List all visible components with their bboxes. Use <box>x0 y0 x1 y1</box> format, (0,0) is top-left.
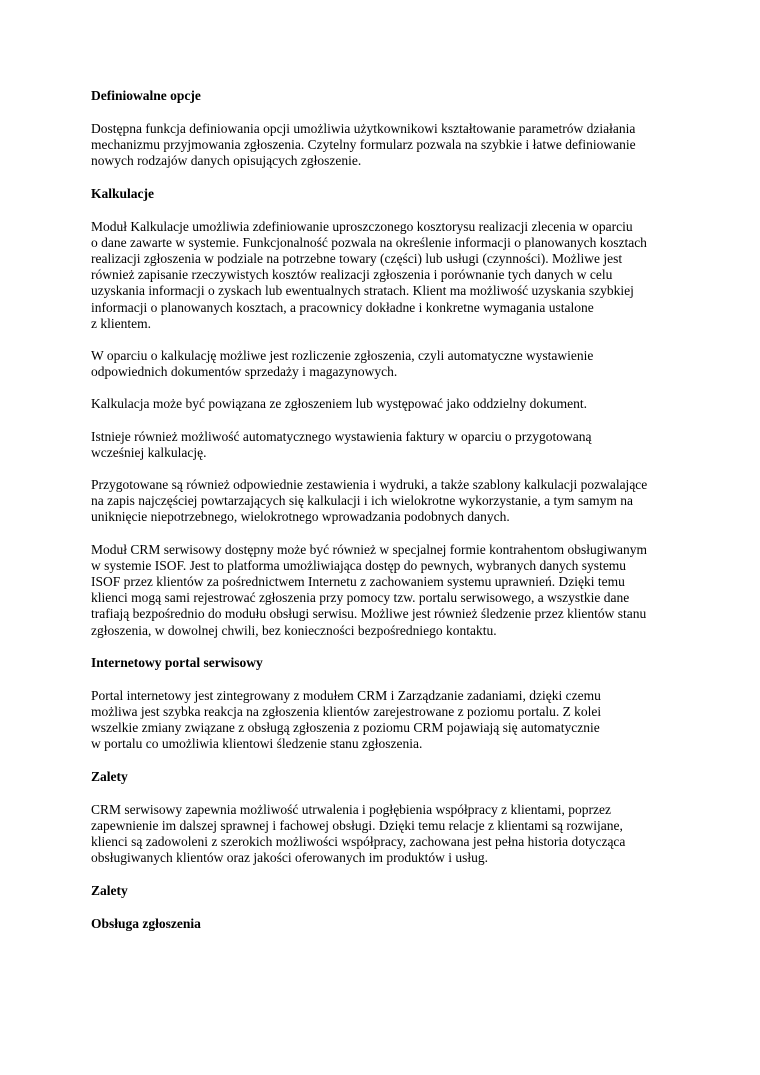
text-line: uzyskania informacji o zyskach lub ewentualnych stratach. Klient ma możliwość uzyskania szybkiej <box>91 283 634 299</box>
text-line: o dane zawarte w systemie. Funkcjonalność pozwala na określenie informacji o planowanych kosztach <box>91 234 647 250</box>
text-line: W oparciu o kalkulację możliwe jest rozliczenie zgłoszenia, czyli automatyczne wystawienie <box>91 348 594 364</box>
text-line: w systemie ISOF. Jest to platforma umożliwiająca dostęp do pewnych, wybranych danych systemu <box>91 557 627 573</box>
paragraph <box>91 396 681 412</box>
section-kalkulacje <box>91 186 681 639</box>
section-internetowy-portal <box>91 655 681 753</box>
text-line: Dostępna funkcja definiowania opcji umożliwia użytkownikowi kształtowanie parametrów działania <box>91 121 636 136</box>
text-line: obsługiwanych klientów oraz jakości oferowanych im produktów i usług. <box>91 850 489 866</box>
section-obsluga-zgloszenia <box>91 916 681 932</box>
text-line: wszelkie zmiany związane z obsługą zgłoszenia z poziomu CRM pojawiają się automatycznie <box>91 720 600 736</box>
document-page <box>91 88 681 949</box>
text-line: zapewnienie im dalszej sprawnej i fachowej obsługi. Dzięki temu relacje z klientami są rozwijane, <box>91 817 623 833</box>
text-line: Istnieje również możliwość automatycznego wystawienia faktury w oparciu o przygotowaną <box>91 428 592 444</box>
paragraph <box>91 219 681 332</box>
text-line: Moduł CRM serwisowy dostępny może być również w specjalnej formie kontrahentom obsługiwanym <box>91 541 648 557</box>
section-definiowalne-opcje <box>91 88 681 170</box>
section-zalety <box>91 769 681 867</box>
text-line: również zapisanie rzeczywistych kosztów realizacji zgłoszenia i porównanie tych danych w celu <box>91 267 613 283</box>
text-line: mechanizmu przyjmowania zgłoszenia. Czytelny formularz pozwala na szybkie i łatwe definiowanie <box>91 137 636 153</box>
text-line: Moduł Kalkulacje umożliwia zdefiniowanie uproszczonego kosztorysu realizacji zlecenia w oparciu <box>91 218 633 234</box>
paragraph <box>91 121 681 170</box>
text-line: Przygotowane są również odpowiednie zestawienia i wydruki, a także szablony kalkulacji pozwalające <box>91 477 648 493</box>
text-line: możliwa jest szybka reakcja na zgłoszenia klientów zarejestrowane z poziomu portalu. Z kolei <box>91 704 602 720</box>
text-line: zgłoszenia, w dowolnej chwili, bez konieczności bezpośredniego kontaktu. <box>91 622 497 638</box>
paragraph <box>91 542 681 639</box>
text-line: CRM serwisowy zapewnia możliwość utrwalenia i pogłębienia współpracy z klientami, poprzez <box>91 801 611 817</box>
text-line: wcześniej kalkulację. <box>91 444 207 460</box>
text-line: trafiają bezpośrednio do modułu obsługi serwisu. Możliwe jest również śledzenie przez klientów stanu <box>91 606 647 622</box>
text-line: nowych rodzajów danych opisujących zgłoszenie. <box>91 153 362 169</box>
text-line: klienci mogą sami rejestrować zgłoszenia przy pomocy tzw. portalu serwisowego, a wszystkie dane <box>91 590 630 606</box>
text-line: Kalkulacja może być powiązana ze zgłoszeniem lub występować jako oddzielny dokument. <box>91 396 587 412</box>
text-line: klienci są zadowoleni z szerokich możliwości współpracy, zachowana jest pełna historia dotycząca <box>91 834 626 850</box>
section-heading: Kalkulacje <box>91 185 154 201</box>
section-zalety-2 <box>91 883 681 899</box>
paragraph <box>91 802 681 867</box>
section-heading: Definiowalne opcje <box>91 88 201 103</box>
text-line: uniknięcie niepotrzebnego, wielokrotnego wprowadzania podobnych danych. <box>91 509 510 525</box>
section-heading: Zalety <box>91 768 128 784</box>
text-line: z klientem. <box>91 315 151 331</box>
section-heading: Zalety <box>91 882 128 898</box>
text-line: Portal internetowy jest zintegrowany z modułem CRM i Zarządzanie zadaniami, dzięki czemu <box>91 687 601 703</box>
text-line: ISOF przez klientów za pośrednictwem Internetu z zachowaniem systemu uprawnień. Dzięki temu <box>91 574 625 590</box>
paragraph <box>91 477 681 526</box>
paragraph <box>91 429 681 461</box>
text-line: w portalu co umożliwia klientowi śledzenie stanu zgłoszenia. <box>91 736 423 752</box>
paragraph <box>91 348 681 380</box>
text-line: odpowiednich dokumentów sprzedaży i magazynowych. <box>91 364 398 380</box>
paragraph <box>91 688 681 753</box>
section-heading: Obsługa zgłoszenia <box>91 915 201 931</box>
text-line: informacji o planowanych kosztach, a pracownicy dokładne i konkretne wymagania ustalone <box>91 299 594 315</box>
text-line: realizacji zgłoszenia w podziale na potrzebne towary (części) lub usługi (czynności). Możliwe jest <box>91 251 623 267</box>
text-line: na zapis najczęściej powtarzających się kalkulacji i ich wielokrotne wykorzystanie, a tym samym na <box>91 493 634 509</box>
section-heading: Internetowy portal serwisowy <box>91 654 263 670</box>
